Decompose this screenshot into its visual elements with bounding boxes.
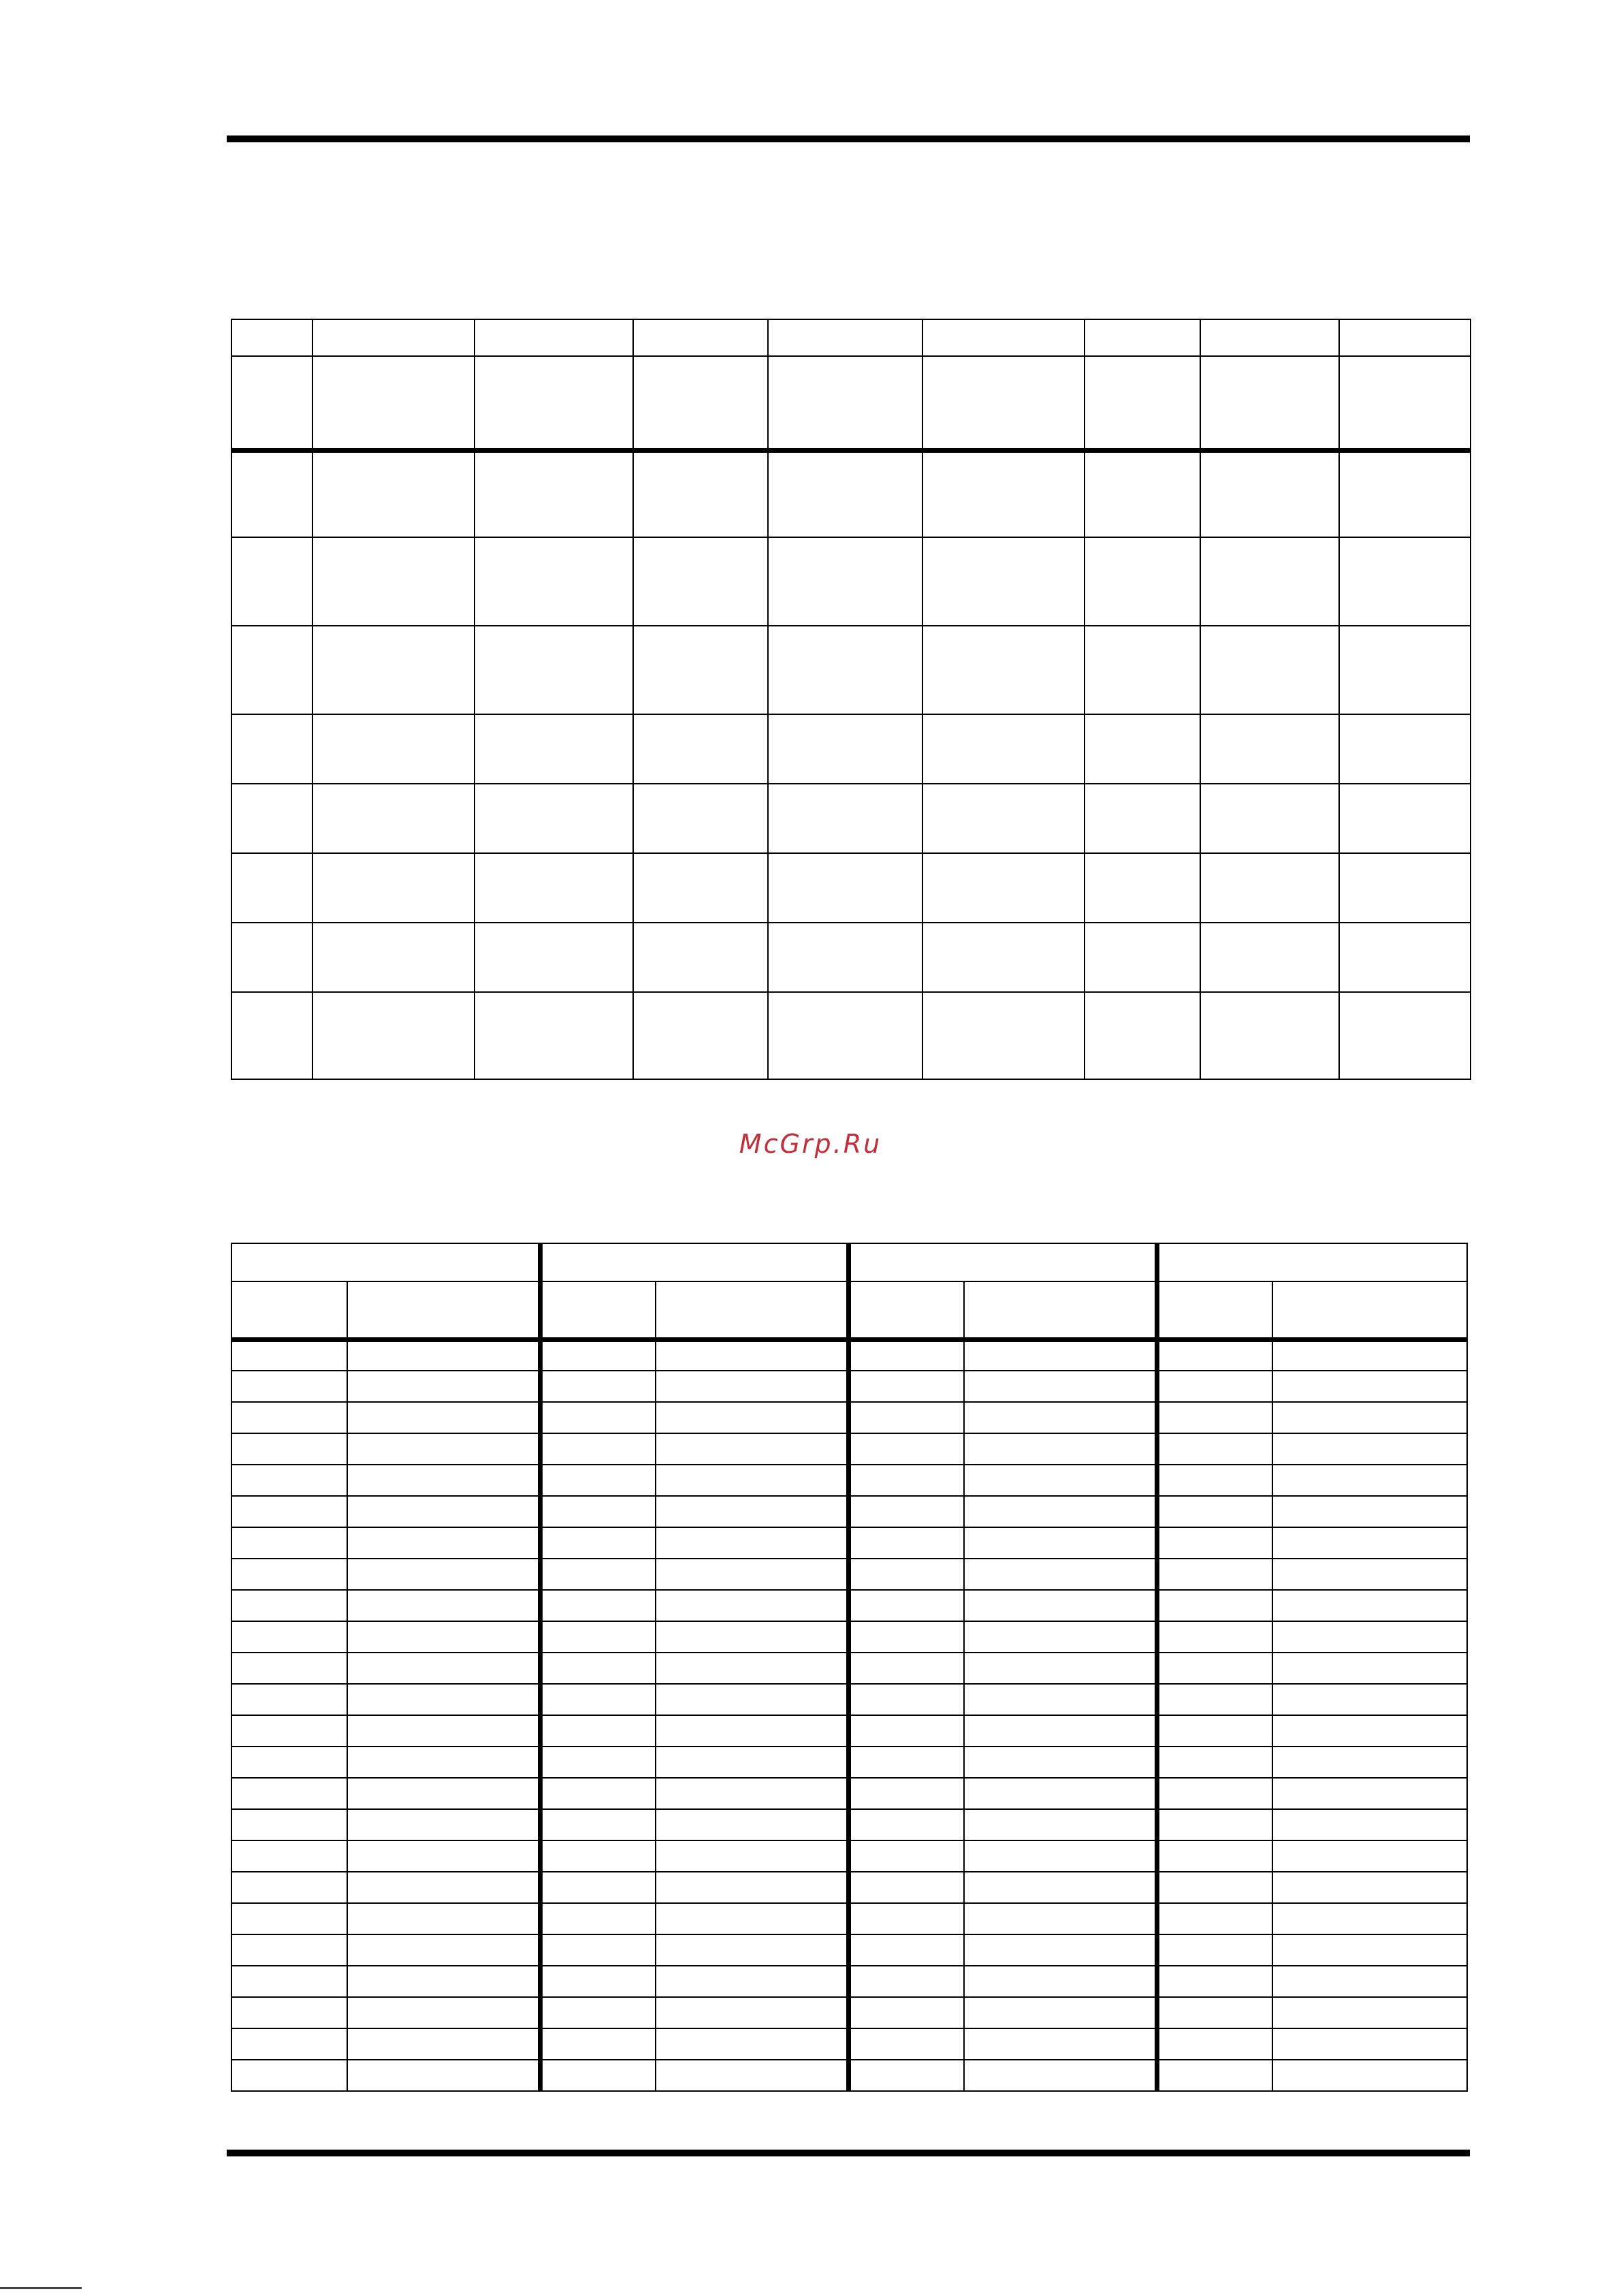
table-row (231, 1590, 1467, 1621)
table-row (231, 2028, 1467, 2060)
table-row (231, 714, 1471, 784)
table-row (231, 1339, 1467, 1371)
table-row (231, 1653, 1467, 1684)
table-2-group-header-row (231, 1243, 1467, 1281)
table-row (231, 1465, 1467, 1496)
table-row (231, 1840, 1467, 1872)
spec-table-1 (231, 319, 1471, 1080)
table-row (231, 450, 1471, 537)
table-row (231, 1747, 1467, 1778)
table-row (231, 1433, 1467, 1465)
table-2-subheader-row (231, 1281, 1467, 1339)
table-row (231, 1621, 1467, 1653)
table-row (231, 784, 1471, 853)
table-row (231, 1903, 1467, 1934)
table-row (231, 853, 1471, 923)
table-row (231, 1934, 1467, 1966)
group-header-1 (231, 1243, 540, 1281)
footer-mark (0, 2287, 82, 2296)
top-rule (227, 135, 1470, 142)
table-row (231, 1997, 1467, 2028)
table-1-header-row-2 (231, 356, 1471, 450)
table-row (231, 626, 1471, 714)
table-row (231, 1872, 1467, 1903)
table-row (231, 992, 1471, 1079)
table-row (231, 1966, 1467, 1997)
table-row (231, 537, 1471, 626)
table-row (231, 1371, 1467, 1402)
group-header-3 (848, 1243, 1157, 1281)
table-row (231, 1809, 1467, 1840)
spec-table-2 (231, 1243, 1468, 2092)
table-row (231, 1715, 1467, 1747)
table-row (231, 2060, 1467, 2091)
table-row (231, 1778, 1467, 1809)
table-row (231, 1684, 1467, 1715)
table-2-body (231, 1339, 1467, 2091)
group-header-2 (540, 1243, 848, 1281)
table-row (231, 1496, 1467, 1527)
table-row (231, 1559, 1467, 1590)
group-header-4 (1157, 1243, 1467, 1281)
bottom-rule (227, 2150, 1470, 2156)
watermark-text: McGrp.Ru (739, 1129, 882, 1159)
table-row (231, 923, 1471, 992)
table-row (231, 1527, 1467, 1559)
table-row (231, 1402, 1467, 1433)
table-1-header-row-1 (231, 319, 1471, 356)
